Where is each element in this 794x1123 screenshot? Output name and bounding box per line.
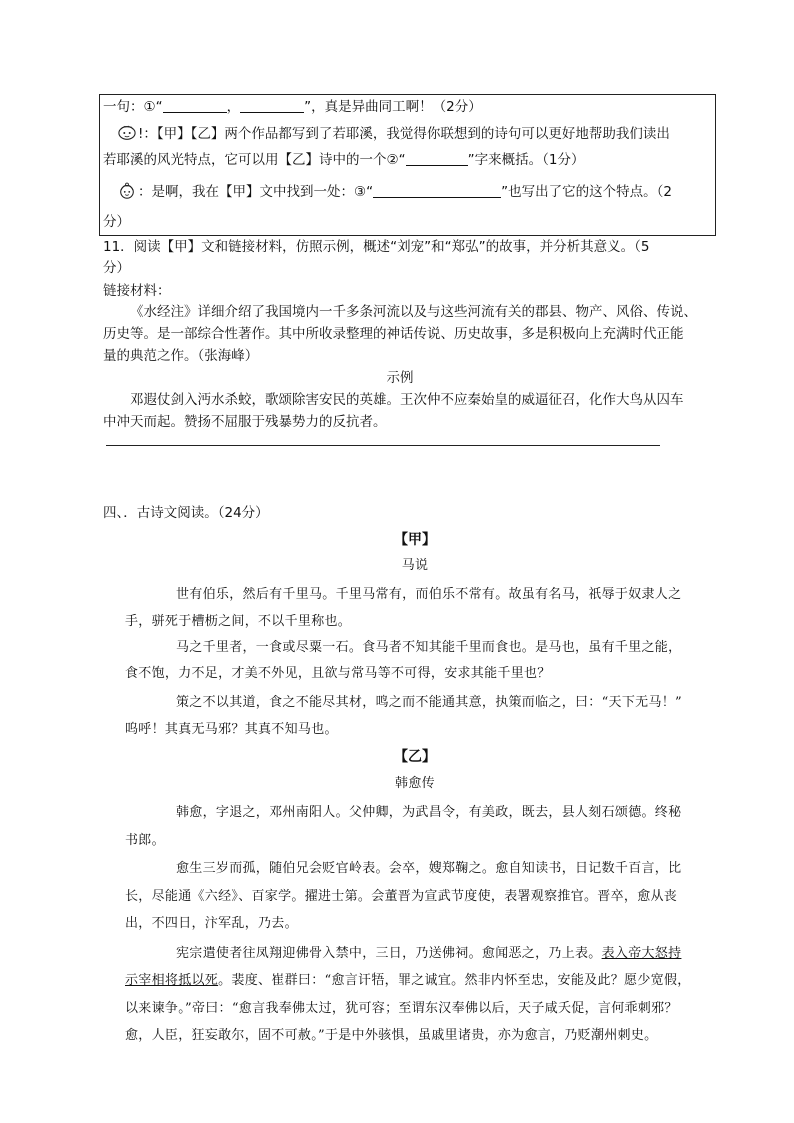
section-4-heading: 四、．古诗文阅读。（24分） (103, 505, 269, 521)
underlined-sentence-part-1: 表入帝大怒持 (601, 946, 682, 961)
yi-line-6: 宪宗遣使者往凤翔迎佛骨入禁中，三日，乃送佛祠。愈闻恶之，乃上表。表入帝大怒持 (176, 946, 682, 961)
answer-blank-3[interactable] (373, 183, 501, 198)
answer-line[interactable] (106, 445, 660, 446)
passage-yi-label: 【乙】 (394, 749, 436, 765)
yi-line-5: 出，不四日，汴军乱，乃去。 (125, 916, 298, 931)
jia-line-1: 世有伯乐，然后有千里马。千里马常有，而伯乐不常有。故虽有名马，祇辱于奴隶人之 (176, 587, 682, 602)
yi-line-4: 长，尽能通《六经》、百家学。擢进士第。会董晋为宣武节度使，表署观察推官。晋卒，愈从丧 (125, 889, 678, 904)
example-line-1: 邓遐仗剑入沔水杀蛟，歌颂除害安民的英雄。王次仲不应秦始皇的威逼征召，化作大鸟从囚车 (130, 392, 684, 408)
passage-jia-label: 【甲】 (394, 532, 436, 548)
jia-line-6: 呜呼！其真无马邪？其真不知马也。 (125, 722, 338, 737)
jia-line-5: 策之不以其道，食之不能尽其材，鸣之而不能通其意，执策而临之，曰：“天下无马！” (176, 695, 682, 710)
yi-line-1: 韩愈，字退之，邓州南阳人。父仲卿，为武昌令，有美政，既去，县人刻石颂德。终秘 (176, 805, 682, 820)
yi-line-7: 示宰相将抵以死。裴度、崔群曰：“愈言讦牾，罪之诚宜。然非内怀至忠，安能及此？愿少宽假， (125, 973, 691, 988)
link-material-line-3: 量的典范之作。（张海峰） (103, 348, 259, 364)
q11-line-1: 11．阅读【甲】文和链接材料，仿照示例，概述“刘宠”和“郑弘”的故事，并分析其意义。（5 (103, 239, 650, 255)
girl-avatar-icon (118, 182, 136, 200)
underlined-sentence-part-2: 示宰相将抵以死 (125, 973, 219, 988)
yi-line-2: 书郎。 (125, 833, 165, 848)
yi-line-3: 愈生三岁而孤，随伯兄会贬官岭表。会卒，嫂郑鞠之。愈自知读书，日记数千百言，比 (176, 861, 682, 876)
passage-yi-title: 韩愈传 (395, 776, 435, 791)
q11-line-2: 分） (103, 260, 130, 276)
answer-blank-1b[interactable] (240, 98, 304, 113)
example-line-2: 中冲天而起。赞扬不屈服于残暴势力的反抗者。 (103, 414, 387, 430)
example-title: 示例 (386, 370, 414, 386)
link-material-title: 链接材料： (103, 283, 171, 299)
box-line-1: 一句：①“ ， ”，真是异曲同工啊！（2分） (103, 99, 482, 115)
student-avatar-icon (118, 124, 136, 142)
box-line-3: 若耶溪的风光特点，它可以用【乙】诗中的一个②“ ”字来概括。（1分） (103, 152, 585, 168)
box-line-4: ：是啊，我在【甲】文中找到一处：③“ ”也写出了它的这个特点。（2 (118, 182, 672, 202)
box-line-5: 分） (103, 214, 130, 230)
answer-blank-2[interactable] (406, 151, 468, 166)
passage-jia-title: 马说 (401, 558, 429, 573)
answer-blank-1a[interactable] (163, 98, 227, 113)
jia-line-2: 手，骈死于槽枥之间，不以千里称也。 (125, 614, 352, 629)
yi-line-9: 愈，人臣，狂妄敢尔，固不可赦。”于是中外骇惧，虽戚里诸贵，亦为愈言，乃贬潮州刺史。 (125, 1028, 658, 1043)
link-material-line-2: 历史等。是一部综合性著作。其中所收录整理的神话传说、历史故事，多是积极向上充满时代正能 (103, 326, 684, 342)
jia-line-3: 马之千里者，一食或尽粟一石。食马者不知其能千里而食也。是马也，虽有千里之能， (176, 640, 682, 655)
jia-line-4: 食不饱，力不足，才美不外见，且欲与常马等不可得，安求其能千里也？ (125, 666, 551, 681)
yi-line-8: 以来谏争。”帝曰：“愈言我奉佛太过，犹可容；至谓东汉奉佛以后，天子咸夭促，言何乖刺邪？ (125, 1001, 678, 1016)
box-line-2: !：【甲】【乙】两个作品都写到了若耶溪，我觉得你联想到的诗句可以更好地帮助我们读出 (118, 124, 670, 144)
link-material-line-1: 《水经注》详细介绍了我国境内一千多条河流以及与这些河流有关的郡县、物产、风俗、传说、 (130, 304, 697, 320)
